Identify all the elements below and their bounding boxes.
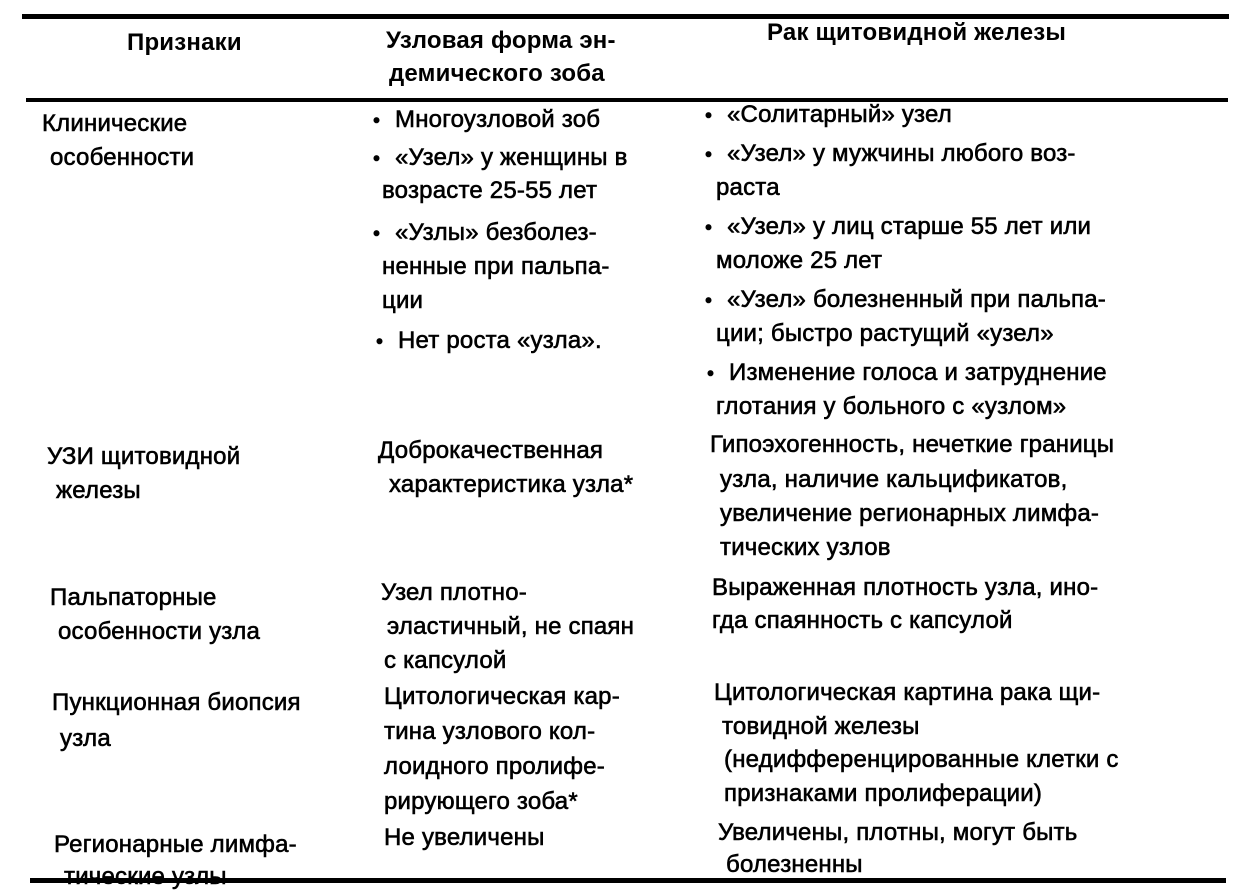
- row-label: тические узлы: [64, 863, 227, 890]
- list-item: • «Узлы» безболез-: [373, 216, 597, 251]
- table-cell: товидной железы: [722, 713, 920, 740]
- row-label: Клинические: [42, 110, 188, 137]
- table-cell: увеличение регионарных лимфа-: [720, 500, 1100, 527]
- list-item: • Многоузловой зоб: [373, 103, 600, 138]
- table-cell: гда спаянность с капсулой: [712, 607, 1013, 634]
- row-label: УЗИ щитовидной: [47, 443, 241, 470]
- header-thyroid-cancer: Рак щитовидной железы: [767, 19, 1067, 46]
- row-label: особенности: [50, 144, 195, 171]
- table-cell: Увеличены, плотны, могут быть: [718, 819, 1078, 846]
- table-cell: лоидного пролифе-: [384, 753, 605, 780]
- table-cell: эластичный, не спаян: [387, 613, 635, 640]
- row-label: узла: [60, 725, 111, 752]
- list-item-continuation: глотания у больного с «узлом»: [716, 393, 1067, 420]
- table-cell: Узел плотно-: [381, 579, 527, 606]
- table-cell: тина узлового кол-: [384, 718, 596, 745]
- table-cell: тических узлов: [720, 534, 891, 561]
- list-item: • «Узел» у мужчины любого воз-: [705, 137, 1076, 172]
- list-item: • Нет роста «узла».: [376, 324, 602, 359]
- table-cell: признаками пролиферации): [724, 780, 1043, 807]
- table-cell: Цитологическая картина рака щи-: [714, 679, 1101, 706]
- list-item-continuation: ненные при пальпа-: [382, 253, 610, 280]
- list-item: • «Солитарный» узел: [705, 98, 952, 133]
- row-label: Пальпаторные: [50, 584, 217, 611]
- header-endemic-goiter-line1: Узловая форма эн-: [386, 27, 616, 54]
- list-item: • «Узел» у женщины в: [373, 141, 628, 176]
- table-header-rule: [26, 98, 1228, 102]
- list-item-continuation: раста: [716, 174, 780, 201]
- table-cell: Гипоэхогенность, нечеткие границы: [710, 431, 1115, 458]
- list-item: • «Узел» болезненный при пальпа-: [705, 283, 1106, 318]
- table-cell: Цитологическая кар-: [384, 683, 620, 710]
- table-cell: рирующего зоба*: [384, 788, 578, 815]
- row-label: особенности узла: [58, 618, 260, 645]
- table-cell: Выраженная плотность узла, ино-: [712, 574, 1099, 601]
- table-cell: болезненны: [726, 851, 863, 878]
- list-item-continuation: ции: [382, 287, 424, 314]
- header-signs: Признаки: [127, 29, 242, 56]
- table-cell: характеристика узла*: [389, 471, 634, 498]
- list-item: • Изменение голоса и затруднение: [707, 356, 1107, 391]
- row-label: Пункционная биопсия: [52, 689, 301, 716]
- header-endemic-goiter-line2: демического зоба: [389, 60, 605, 87]
- row-label: железы: [56, 477, 141, 504]
- list-item-continuation: моложе 25 лет: [716, 247, 883, 274]
- table-cell: Доброкачественная: [378, 437, 604, 464]
- list-item-continuation: ции; быстро растущий «узел»: [716, 320, 1054, 347]
- list-item: • «Узел» у лиц старше 55 лет или: [705, 210, 1091, 245]
- table-cell: узла, наличие кальцификатов,: [720, 466, 1068, 493]
- row-label: Регионарные лимфа-: [54, 831, 297, 858]
- list-item-continuation: возрасте 25-55 лет: [382, 177, 598, 204]
- table-cell: (недифференцированные клетки с: [724, 746, 1119, 773]
- table-cell: Не увеличены: [384, 824, 545, 851]
- table-cell: с капсулой: [384, 647, 507, 674]
